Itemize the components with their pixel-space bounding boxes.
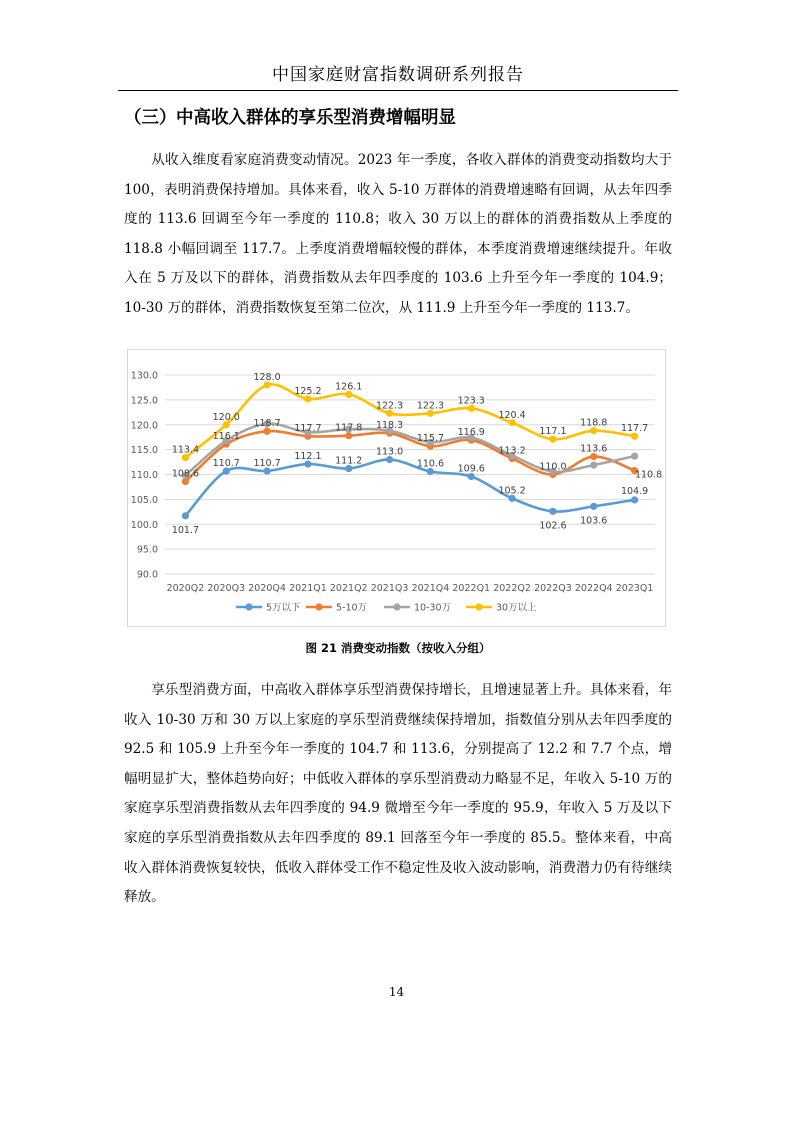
- data-label: 110.8: [634, 469, 663, 481]
- data-label: 113.6: [580, 443, 608, 455]
- section-title: 中高收入群体的享乐型消费增幅明显: [176, 108, 456, 128]
- data-label: 110.7: [253, 458, 281, 470]
- x-tick-label: 2023Q1: [615, 583, 654, 594]
- x-tick-label: 2022Q1: [452, 583, 491, 594]
- y-tick-label: 120.0: [130, 420, 158, 432]
- x-tick-label: 2020Q2: [166, 583, 205, 594]
- y-tick-label: 105.0: [130, 494, 158, 506]
- legend-label: 30万以上: [496, 602, 537, 614]
- data-label: 117.7: [294, 423, 322, 435]
- x-tick-label: 2021Q4: [411, 583, 450, 594]
- data-label: 104.9: [620, 485, 649, 497]
- data-label: 118.8: [580, 417, 608, 429]
- data-label: 123.3: [457, 395, 485, 407]
- y-tick-label: 90.0: [136, 569, 158, 581]
- data-point: [631, 496, 638, 503]
- data-label: 116.1: [212, 431, 240, 443]
- data-label: 126.1: [335, 381, 363, 393]
- data-label: 117.7: [620, 423, 649, 435]
- data-label: 122.3: [375, 400, 404, 412]
- x-tick-label: 2020Q3: [207, 583, 246, 594]
- data-label: 103.6: [580, 515, 608, 527]
- data-point: [631, 452, 638, 459]
- data-label: 116.9: [457, 427, 485, 439]
- running-header: 中国家庭财富指数调研系列报告: [272, 65, 524, 85]
- y-tick-label: 125.0: [130, 395, 158, 407]
- y-tick-label: 95.0: [136, 544, 158, 556]
- data-label: 113.4: [171, 444, 200, 456]
- data-label: 120.0: [212, 411, 240, 423]
- data-label: 101.7: [171, 524, 200, 536]
- data-label: 122.3: [416, 400, 445, 412]
- data-label: 105.2: [498, 485, 526, 497]
- data-point: [590, 461, 597, 468]
- data-label: 120.4: [498, 409, 526, 421]
- data-label: 117.8: [335, 422, 363, 434]
- data-point: [182, 512, 189, 519]
- body-paragraph-1: 从收入维度看家庭消费变动情况。2023 年一季度，各收入群体的消费变动指数均大于 100，表明消费保持增加。具体来看，收入 5-10 万群体的消费增速略有回调，从去年四季度的 113.6 回调至今年一季度的 110.8；收入 30 万以上的群体的消费指数从上季度的 118.8 小幅回调至 117.7。上季度消费增幅较慢的群体，本季度消费增速继续提升。年收入在 5 万及以下的群体，消费指数从去年四季度的 103.6 上升至今年一季度的 104.9；10-30 万的群体，消费指数恢复至第二位次，从 111.9 上升至今年一季度的 113.7。: [124, 152, 672, 316]
- data-label: 118.7: [253, 418, 281, 430]
- section-number: （三）: [124, 108, 177, 128]
- x-tick-label: 2022Q2: [493, 583, 531, 594]
- x-tick-label: 2022Q4: [574, 583, 613, 594]
- data-label: 110.6: [416, 458, 445, 470]
- figure-caption: 图 21 消费变动指数（按收入分组）: [305, 641, 491, 655]
- y-tick-label: 115.0: [130, 445, 158, 457]
- data-label: 110.0: [539, 461, 567, 473]
- x-tick-label: 2021Q3: [370, 583, 409, 594]
- data-label: 117.1: [539, 426, 567, 438]
- body-paragraph-2: 享乐型消费方面，中高收入群体享乐型消费保持增长，且增速显著上升。具体来看，年收入 10-30 万和 30 万以上家庭的享乐型消费继续保持增加，指数值分别从去年四季度的 92.5 和 105.9 上升至今年一季度的 104.7 和 113.6，分别提高了 12.2 和 7.7 个点，增幅明显扩大，整体趋势向好；中低收入群体的享乐型消费动力略显不足，年收入 5-10 万的家庭享乐型消费指数从去年四季度的 94.9 微增至今年一季度的 95.9，年收入 5 万及以下家庭的享乐型消费指数从去年四季度的 89.1 回落至今年一季度的 85.5。整体来看，中高收入群体消费恢复较快，低收入群体受工作不稳定性及收入波动影响，消费潜力仍有待继续释放。: [124, 682, 672, 906]
- data-label: 111.2: [335, 455, 363, 467]
- x-tick-label: 2020Q4: [248, 583, 286, 594]
- data-label: 110.7: [212, 458, 240, 470]
- header-rule: [118, 90, 678, 91]
- data-label: 112.1: [294, 451, 322, 463]
- page-number: 14: [388, 985, 405, 999]
- data-point: [590, 503, 597, 510]
- chart-container: [127, 349, 666, 627]
- line-chart: [128, 350, 667, 628]
- data-label: 113.0: [375, 446, 404, 458]
- data-label: 128.0: [253, 371, 281, 383]
- legend-marker: [393, 603, 400, 610]
- x-tick-label: 2021Q1: [289, 583, 327, 594]
- x-tick-label: 2021Q2: [329, 583, 368, 594]
- data-label: 118.3: [375, 420, 404, 432]
- legend-marker: [475, 603, 482, 610]
- data-label: 108.6: [171, 468, 200, 480]
- data-point: [549, 508, 556, 515]
- data-label: 125.2: [294, 385, 322, 397]
- x-tick-label: 2022Q3: [534, 583, 572, 594]
- legend-marker: [315, 603, 322, 610]
- y-tick-label: 110.0: [130, 470, 158, 481]
- legend-marker: [245, 603, 252, 610]
- y-tick-label: 100.0: [130, 519, 158, 531]
- data-label: 113.2: [498, 445, 526, 457]
- data-label: 102.6: [539, 520, 567, 532]
- legend-label: 5-10万: [336, 602, 368, 614]
- legend-label: 10-30万: [414, 602, 452, 614]
- data-label: 109.6: [457, 463, 485, 475]
- y-tick-label: 130.0: [130, 370, 158, 382]
- legend-label: 5万以下: [266, 602, 301, 614]
- section-heading: [124, 104, 456, 129]
- data-label: 115.7: [416, 433, 445, 445]
